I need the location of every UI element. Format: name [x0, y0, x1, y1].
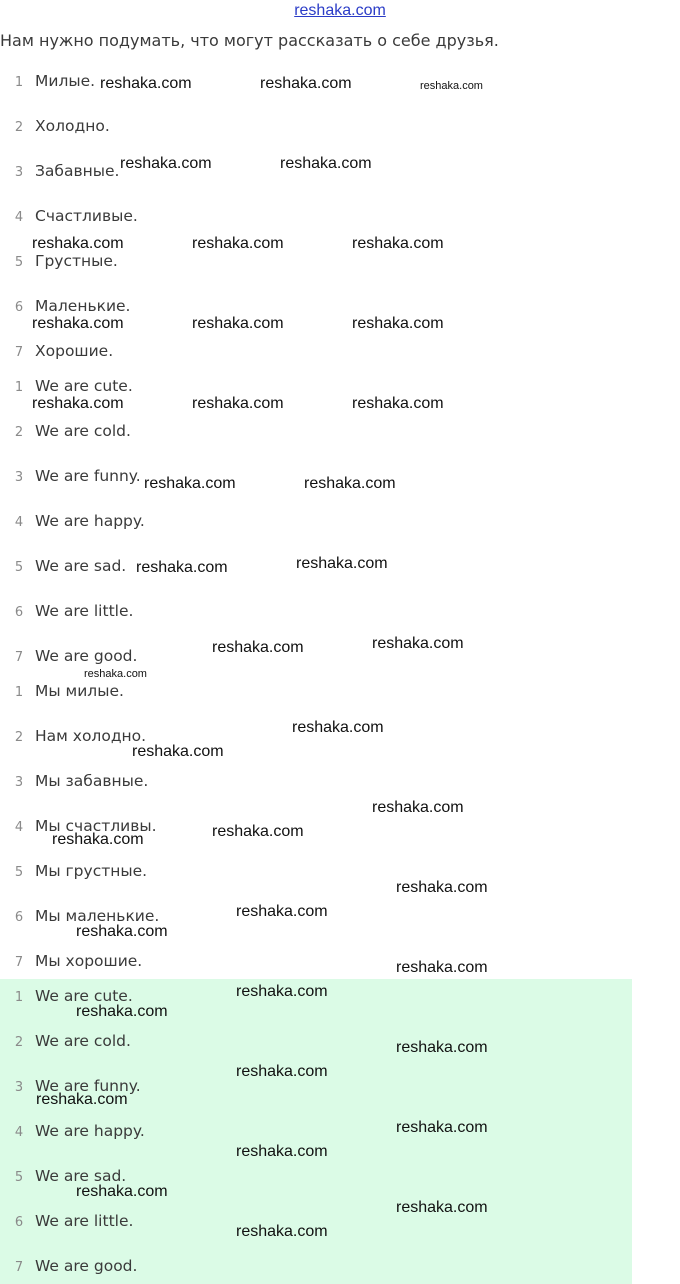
item-number: 5 — [14, 865, 24, 880]
item-number: 6 — [14, 1215, 24, 1230]
watermark-text: reshaka.com — [212, 639, 304, 656]
item-text: We are little. — [35, 602, 134, 620]
watermark-text: reshaka.com — [32, 235, 124, 252]
watermark-text: reshaka.com — [352, 315, 444, 332]
watermark-text: reshaka.com — [32, 315, 124, 332]
watermark-text: reshaka.com — [192, 235, 284, 252]
item-number: 3 — [14, 165, 24, 180]
watermark-text: reshaka.com — [236, 903, 328, 920]
watermark-text: reshaka.com — [36, 1091, 128, 1108]
item-text: We are funny. — [35, 467, 141, 485]
watermark-text: reshaka.com — [32, 395, 124, 412]
item-number: 5 — [14, 255, 24, 270]
watermark-text: reshaka.com — [136, 559, 228, 576]
item-text: We are cute. — [35, 377, 133, 395]
watermark-text: reshaka.com — [76, 923, 168, 940]
watermark-text: reshaka.com — [236, 1223, 328, 1240]
item-text: Мы забавные. — [35, 772, 149, 790]
watermark-text: reshaka.com — [192, 395, 284, 412]
item-number: 6 — [14, 910, 24, 925]
intro-text: Нам нужно подумать, что могут рассказать о себе друзья. — [0, 31, 499, 50]
item-text: Нам холодно. — [35, 727, 147, 745]
item-number: 2 — [14, 120, 24, 135]
item-text: We are cold. — [35, 422, 131, 440]
watermark-text: reshaka.com — [100, 75, 192, 92]
item-number: 4 — [14, 1125, 24, 1140]
item-number: 6 — [14, 300, 24, 315]
item-number: 4 — [14, 210, 24, 225]
watermark-text: reshaka.com — [372, 799, 464, 816]
watermark-text: reshaka.com — [396, 959, 488, 976]
item-text: We are good. — [35, 1257, 138, 1275]
item-text: Мы грустные. — [35, 862, 148, 880]
watermark-text: reshaka.com — [52, 831, 144, 848]
watermark-text: reshaka.com — [76, 1003, 168, 1020]
item-number: 3 — [14, 470, 24, 485]
site-logo-link[interactable]: reshaka.com — [294, 2, 386, 19]
item-number: 7 — [14, 650, 24, 665]
item-number: 4 — [14, 515, 24, 530]
item-number: 3 — [14, 1080, 24, 1095]
item-number: 7 — [14, 955, 24, 970]
item-text: Забавные. — [35, 162, 120, 180]
item-text: We are cute. — [35, 987, 133, 1005]
item-text: We are sad. — [35, 557, 127, 575]
item-number: 6 — [14, 605, 24, 620]
watermark-text: reshaka.com — [292, 719, 384, 736]
item-text: Грустные. — [35, 252, 118, 270]
watermark-text: reshaka.com — [420, 80, 483, 92]
item-text: Мы милые. — [35, 682, 124, 700]
watermark-text: reshaka.com — [296, 555, 388, 572]
item-number: 1 — [14, 75, 24, 90]
item-text: We are sad. — [35, 1167, 127, 1185]
watermark-text: reshaka.com — [396, 879, 488, 896]
item-number: 2 — [14, 1035, 24, 1050]
item-number: 5 — [14, 560, 24, 575]
item-number: 7 — [14, 1260, 24, 1275]
watermark-text: reshaka.com — [352, 395, 444, 412]
item-text: We are happy. — [35, 512, 145, 530]
item-number: 3 — [14, 775, 24, 790]
watermark-text: reshaka.com — [352, 235, 444, 252]
item-text: Мы хорошие. — [35, 952, 143, 970]
item-text: Счастливые. — [35, 207, 138, 225]
watermark-text: reshaka.com — [236, 1063, 328, 1080]
item-text: We are cold. — [35, 1032, 131, 1050]
watermark-text: reshaka.com — [372, 635, 464, 652]
watermark-text: reshaka.com — [236, 1143, 328, 1160]
watermark-text: reshaka.com — [132, 743, 224, 760]
item-number: 2 — [14, 730, 24, 745]
item-number: 4 — [14, 820, 24, 835]
item-text: Милые. — [35, 72, 96, 90]
watermark-text: reshaka.com — [144, 475, 236, 492]
item-number: 5 — [14, 1170, 24, 1185]
item-number: 7 — [14, 345, 24, 360]
item-text: Холодно. — [35, 117, 110, 135]
watermark-text: reshaka.com — [120, 155, 212, 172]
watermark-text: reshaka.com — [236, 983, 328, 1000]
watermark-text: reshaka.com — [280, 155, 372, 172]
watermark-text: reshaka.com — [212, 823, 304, 840]
watermark-text: reshaka.com — [76, 1183, 168, 1200]
item-text: We are good. — [35, 647, 138, 665]
item-number: 1 — [14, 990, 24, 1005]
item-text: We are little. — [35, 1212, 134, 1230]
watermark-text: reshaka.com — [304, 475, 396, 492]
item-text: Хорошие. — [35, 342, 114, 360]
item-text: Маленькие. — [35, 297, 131, 315]
watermark-text: reshaka.com — [84, 668, 147, 680]
item-text: Мы счастливы. — [35, 817, 157, 835]
watermark-text: reshaka.com — [260, 75, 352, 92]
item-number: 1 — [14, 380, 24, 395]
watermark-text: reshaka.com — [396, 1119, 488, 1136]
item-number: 1 — [14, 685, 24, 700]
item-text: We are funny. — [35, 1077, 141, 1095]
item-text: Мы маленькие. — [35, 907, 160, 925]
item-number: 2 — [14, 425, 24, 440]
watermark-text: reshaka.com — [396, 1199, 488, 1216]
item-text: We are happy. — [35, 1122, 145, 1140]
watermark-text: reshaka.com — [192, 315, 284, 332]
watermark-text: reshaka.com — [396, 1039, 488, 1056]
